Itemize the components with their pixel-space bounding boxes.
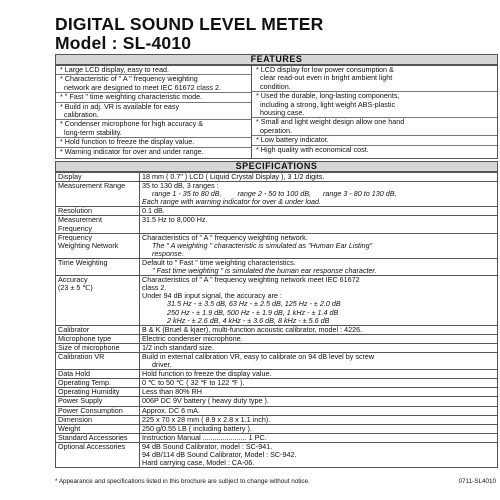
feature-line: * Hold function to freeze the display value. xyxy=(60,138,195,147)
spec-value: 006P DC 9V battery ( heavy duty type ). xyxy=(140,397,498,406)
spec-label: Size of microphone xyxy=(56,343,140,352)
feature-line: * Characteristic of " A " frequency weighting xyxy=(60,75,198,84)
feature-item xyxy=(56,148,251,156)
spec-line: Default to " Fast " time weighting characteristics. xyxy=(142,258,296,267)
spec-label-line: Measurement xyxy=(58,215,102,225)
spec-line: Characteristics of " A " frequency weighting network. xyxy=(142,233,308,242)
spec-value: Less than 80% RH xyxy=(140,388,498,397)
spec-row-weight xyxy=(56,424,498,433)
spec-line: Each range with warning indicator for over & under load. xyxy=(142,197,321,207)
feature-item xyxy=(56,75,251,93)
spec-label: Data Hold xyxy=(56,370,140,379)
spec-value: Electric condenser microphone. xyxy=(140,334,498,343)
spec-value xyxy=(140,352,498,369)
spec-label: Calibration VR xyxy=(56,352,140,369)
spec-row-operating-temp xyxy=(56,379,498,388)
feature-line: clear read-out even in bright ambient light xyxy=(256,73,393,83)
features-left-column xyxy=(56,66,251,158)
spec-label: Weight xyxy=(56,424,140,433)
spec-line: Under 94 dB input signal, the accuracy are : xyxy=(142,291,282,301)
spec-label-line: (23 ± 5 ℃) xyxy=(58,283,93,293)
feature-line: * Small and light weight design allow one hand xyxy=(256,118,405,127)
feature-line: condition. xyxy=(256,81,291,91)
feature-item xyxy=(252,146,497,154)
spec-row-dimension xyxy=(56,415,498,424)
spec-row-time-weighting xyxy=(56,258,498,275)
feature-line: including a strong, light weight ABS-plastic xyxy=(256,99,396,109)
feature-line: * Large LCD display, easy to read. xyxy=(60,66,169,74)
spec-line: Characteristics of " A " frequency weighting network meet IEC 61672 xyxy=(142,275,360,285)
feature-line: operation. xyxy=(256,125,292,135)
spec-value xyxy=(140,442,498,467)
footer-note: * Appearance and specifications listed in this brochure are subject to change without notice. xyxy=(55,478,310,485)
spec-line: range 1 - 35 to 80 dB, range 2 - 50 to 100 dB, range 3 - 80 to 130 dB, xyxy=(152,189,397,199)
spec-line: 94 dB Sound Calibrator, model : SC-941. xyxy=(142,442,273,451)
spec-value xyxy=(140,258,498,275)
specifications-table xyxy=(55,172,498,468)
spec-line: 2 kHz - ± 2.6 dB, 4 kHz - ± 3.6 dB, 8 kHz - ± 5.6 dB xyxy=(167,315,330,325)
spec-label-line: Frequency xyxy=(58,223,92,233)
spec-row-power-consumption xyxy=(56,406,498,415)
spec-value: 0.1 dB. xyxy=(140,207,498,216)
spec-row-calibration-vr xyxy=(56,352,498,369)
spec-value: 18 mm ( 0.7" ) LCD ( Liquid Crystal Display ), 3 1/2 digits. xyxy=(140,173,498,182)
feature-line: * Build in adj. VR is available for easy xyxy=(60,102,180,111)
spec-line: " Fast time weighting " is simulated the human ear response character. xyxy=(152,266,377,276)
spec-label: Optional Accessories xyxy=(56,442,140,467)
spec-line: 94 dB/114 dB Sound Calibrator, Model : SC-942. xyxy=(142,450,297,459)
feature-item xyxy=(56,103,251,121)
feature-item xyxy=(252,66,497,92)
spec-row-optional-accessories xyxy=(56,442,498,467)
spec-label: Power Supply xyxy=(56,397,140,406)
spec-label: Dimension xyxy=(56,415,140,424)
spec-label: Calibrator xyxy=(56,325,140,334)
spec-row-microphone-type xyxy=(56,334,498,343)
feature-line: * Low battery indicator. xyxy=(256,136,329,145)
spec-row-resolution xyxy=(56,207,498,216)
spec-label-line: Accuracy xyxy=(58,275,88,285)
spec-row-microphone-size xyxy=(56,343,498,352)
spec-line: Hard carrying case, Model : CA-06. xyxy=(142,458,255,468)
spec-line: The " A weighting " characteristic is simulated as "Human Ear Listing" xyxy=(152,240,373,250)
spec-value: Approx. DC 6 mA. xyxy=(140,406,498,415)
feature-item xyxy=(56,93,251,102)
spec-row-display xyxy=(56,173,498,182)
feature-item xyxy=(56,66,251,75)
spec-value: B & K (Bruel & kjaer), multi-function acoustic calibrator, model : 4226. xyxy=(140,325,498,334)
spec-row-operating-humidity xyxy=(56,388,498,397)
spec-line: class 2. xyxy=(142,283,167,293)
spec-value xyxy=(140,276,498,326)
footer xyxy=(55,478,498,485)
feature-item xyxy=(252,136,497,145)
spec-label: Standard Accessories xyxy=(56,433,140,442)
spec-label-line: Weighting Network xyxy=(58,240,119,250)
feature-line: long-term stability. xyxy=(60,127,122,137)
spec-line: 31.5 Hz - ± 3.5 dB, 63 Hz - ± 2.5 dB, 125 Hz - ± 2.0 dB xyxy=(167,299,341,309)
feature-line: * " Fast " time weighting characteristic mode. xyxy=(60,93,203,102)
feature-item xyxy=(252,92,497,118)
spec-label: Power Consumption xyxy=(56,406,140,415)
spec-row-accuracy xyxy=(56,276,498,326)
spec-label: Display xyxy=(56,173,140,182)
spec-label: Measurement Range xyxy=(56,182,140,207)
feature-item xyxy=(56,138,251,147)
spec-value xyxy=(140,182,498,207)
spec-row-standard-accessories xyxy=(56,433,498,442)
features-header: FEATURES xyxy=(55,54,498,65)
spec-line: response. xyxy=(152,248,184,258)
feature-line: * Used the durable, long-lasting components, xyxy=(256,92,400,101)
spec-value: 0 ℃ to 50 ℃ ( 32 ℉ to 122 ℉ ). xyxy=(140,379,498,388)
feature-line: * Condenser microphone for high accuracy & xyxy=(60,120,204,129)
spec-value: Hold function to freeze the display value. xyxy=(140,370,498,379)
features-box xyxy=(55,65,498,159)
feature-line: housing case. xyxy=(256,108,305,118)
spec-line: driver. xyxy=(152,360,172,370)
feature-line: * LCD display for low power consumption & xyxy=(256,66,394,74)
model-title: Model : SL-4010 xyxy=(55,33,192,53)
spec-line: 250 Hz - ± 1.9 dB, 500 Hz - ± 1.9 dB, 1 kHz - ± 1.4 dB xyxy=(167,307,339,317)
spec-value: Instruction Manual ...................... 1 PC. xyxy=(140,433,498,442)
spec-line: Build in external calibration VR, easy to calibrate on 94 dB level by screw xyxy=(142,352,375,361)
spec-label: Microphone type xyxy=(56,334,140,343)
spec-label: Time Weighting xyxy=(56,258,140,275)
spec-row-frequency xyxy=(56,216,498,233)
spec-label: Operating Temp. xyxy=(56,379,140,388)
spec-value: 31.5 Hz to 8,000 Hz. xyxy=(140,216,498,233)
feature-line: network are designed to meet IEC 61672 class 2. xyxy=(60,82,222,92)
spec-row-data-hold xyxy=(56,370,498,379)
footer-code: 0711-SL4010 xyxy=(458,478,496,485)
feature-line: * High quality with economical cost. xyxy=(256,145,369,154)
feature-item xyxy=(56,120,251,138)
specifications-header: SPECIFICATIONS xyxy=(55,161,498,172)
feature-line: calibration. xyxy=(60,110,99,120)
spec-label xyxy=(56,216,140,233)
spec-row-weighting-network xyxy=(56,233,498,258)
spec-value xyxy=(140,233,498,258)
doc-title: DIGITAL SOUND LEVEL METER xyxy=(55,14,324,34)
feature-line: * Warning indicator for over and under range. xyxy=(60,147,204,156)
spec-value: 225 x 70 x 28 mm ( 8.9 x 2.8 x 1.1 inch). xyxy=(140,415,498,424)
spec-label xyxy=(56,233,140,258)
spec-value: 1/2 inch standard size. xyxy=(140,343,498,352)
spec-line: 35 to 130 dB, 3 ranges : xyxy=(142,181,219,191)
spec-label: Resolution xyxy=(56,207,140,216)
spec-label xyxy=(56,276,140,326)
spec-row-power-supply xyxy=(56,397,498,406)
features-right-column xyxy=(251,66,497,158)
spec-label: Operating Humidity xyxy=(56,388,140,397)
spec-row-range xyxy=(56,182,498,207)
spec-label-line: Frequency xyxy=(58,233,92,242)
spec-row-calibrator xyxy=(56,325,498,334)
feature-item xyxy=(252,118,497,136)
spec-value: 250 g/0.55 LB ( including battery ). xyxy=(140,424,498,433)
